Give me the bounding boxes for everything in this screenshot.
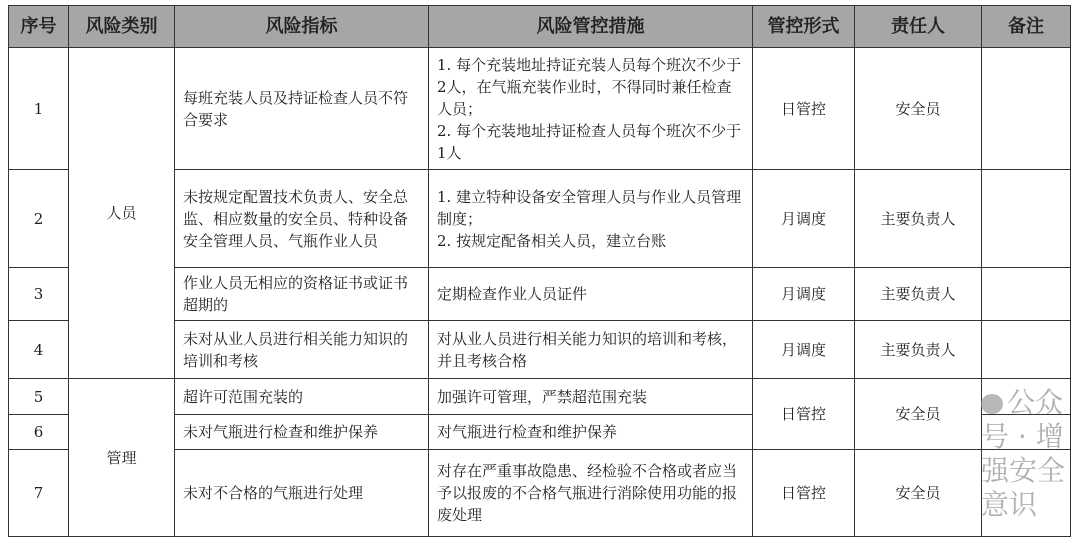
row-no: 4 [9,321,69,379]
header-form: 管控形式 [753,6,855,48]
row-no: 6 [9,415,69,450]
measure-cell: 加强许可管理，严禁超范围充装 [429,379,753,415]
row-no: 1 [9,48,69,170]
owner-cell: 安全员 [855,48,982,170]
note-cell [982,321,1071,379]
watermark [981,386,1075,522]
note-cell [982,268,1071,321]
indicator-cell: 未对从业人员进行相关能力知识的培训和考核 [175,321,429,379]
form-cell: 日管控 [753,379,855,450]
indicator-cell: 未按规定配置技术负责人、安全总监、相应数量的安全员、特种设备安全管理人员、气瓶作业人员 [175,170,429,268]
measure-cell: 1. 每个充装地址持证充装人员每个班次不少于2人，在气瓶充装作业时，不得同时兼任检查人员； 2. 每个充装地址持证检查人员每个班次不少于1人 [429,48,753,170]
measure-cell: 对气瓶进行检查和维护保养 [429,415,753,450]
header-measure: 风险管控措施 [429,6,753,48]
owner-cell: 主要负责人 [855,170,982,268]
indicator-cell: 每班充装人员及持证检查人员不符合要求 [175,48,429,170]
form-cell: 月调度 [753,321,855,379]
header-owner: 责任人 [855,6,982,48]
note-cell [982,48,1071,170]
category-cell: 管理 [69,379,175,537]
row-no: 7 [9,450,69,537]
owner-cell: 安全员 [855,379,982,450]
wechat-icon [981,394,1003,414]
indicator-cell: 未对气瓶进行检查和维护保养 [175,415,429,450]
indicator-cell: 超许可范围充装的 [175,379,429,415]
note-cell [982,170,1071,268]
form-cell: 月调度 [753,268,855,321]
table-row [9,379,1071,415]
measure-cell: 对存在严重事故隐患、经检验不合格或者应当予以报废的不合格气瓶进行消除使用功能的报废处理 [429,450,753,537]
indicator-cell: 未对不合格的气瓶进行处理 [175,450,429,537]
form-cell: 日管控 [753,450,855,537]
row-no: 5 [9,379,69,415]
header-no: 序号 [9,6,69,48]
header-note: 备注 [982,6,1071,48]
row-no: 2 [9,170,69,268]
row-no: 3 [9,268,69,321]
form-cell: 日管控 [753,48,855,170]
owner-cell: 主要负责人 [855,268,982,321]
measure-cell: 1. 建立特种设备安全管理人员与作业人员管理制度； 2. 按规定配备相关人员，建立台账 [429,170,753,268]
indicator-cell: 作业人员无相应的资格证书或证书超期的 [175,268,429,321]
header-indicator: 风险指标 [175,6,429,48]
measure-cell: 对从业人员进行相关能力知识的培训和考核，并且考核合格 [429,321,753,379]
watermark-text: 公众号 · 增强安全意识 [981,386,1066,521]
risk-control-table [8,5,1071,537]
category-cell: 人员 [69,48,175,379]
form-cell: 月调度 [753,170,855,268]
owner-cell: 安全员 [855,450,982,537]
header-row [9,6,1071,48]
table-row [9,48,1071,170]
measure-cell: 定期检查作业人员证件 [429,268,753,321]
owner-cell: 主要负责人 [855,321,982,379]
header-category: 风险类别 [69,6,175,48]
